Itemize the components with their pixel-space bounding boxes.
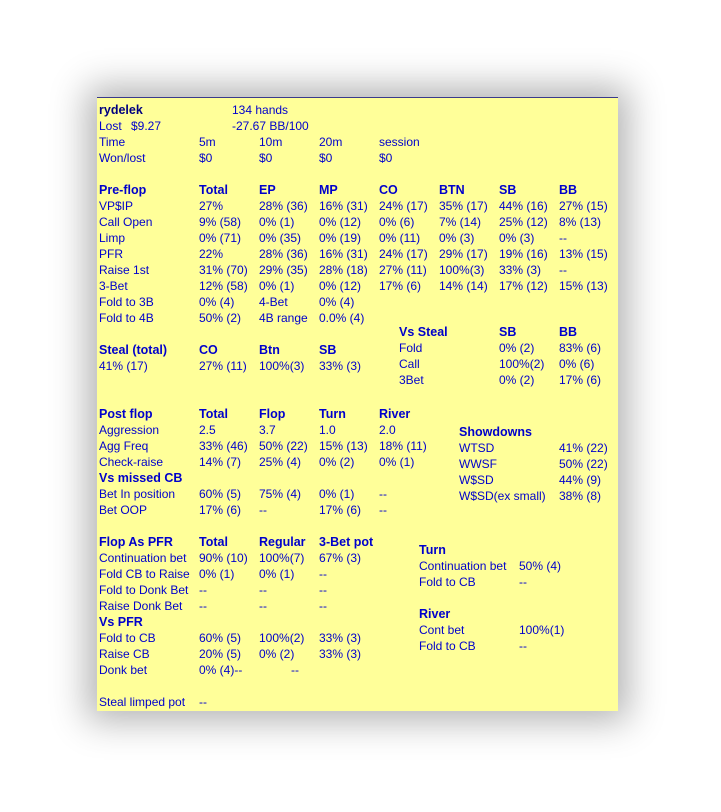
steal-col-header: CO	[199, 343, 218, 357]
stat-value: 27%	[199, 199, 224, 213]
stat-value: 0% (3)	[499, 231, 535, 245]
stat-value: 33% (46)	[199, 439, 248, 453]
stat-value: 0.0% (4)	[319, 311, 365, 325]
stat-value: 19% (16)	[499, 247, 548, 261]
stat-value: 0% (12)	[319, 279, 362, 293]
wonlost-value: $0	[259, 151, 273, 165]
time-label: Time	[99, 135, 126, 149]
steal-col-header: SB	[319, 343, 337, 357]
stat-value: 33% (3)	[319, 631, 362, 645]
stat-label: Call	[399, 357, 420, 371]
stat-value: 25% (12)	[499, 215, 548, 229]
hands-count: 134 hands	[232, 103, 289, 117]
stat-label: 3Bet	[399, 373, 424, 387]
stat-value: 0% (1)	[319, 487, 355, 501]
stat-value: 13% (15)	[559, 247, 608, 261]
stat-label: W$SD	[459, 473, 494, 487]
wonlost-value: $0	[199, 151, 213, 165]
stat-value: 15% (13)	[319, 439, 368, 453]
stat-value: 75% (4)	[259, 487, 302, 501]
preflop-col-header: MP	[319, 183, 338, 197]
stat-value: --	[559, 231, 567, 245]
stat-value: 29% (17)	[439, 247, 488, 261]
time-col: 20m	[319, 135, 343, 149]
postflop-col-header: River	[379, 407, 411, 421]
stat-value: 100%(3)	[439, 263, 485, 277]
river-heading: River	[419, 607, 451, 621]
stat-label: Bet OOP	[99, 503, 148, 517]
lost-label: Lost	[99, 119, 122, 133]
stat-value: 2.5	[199, 423, 216, 437]
stat-value: 0% (12)	[319, 215, 362, 229]
stat-value: 0% (1)	[199, 567, 235, 581]
time-col: session	[379, 135, 420, 149]
stat-label: 4-Bet	[259, 295, 288, 309]
stat-value: 16% (31)	[319, 247, 368, 261]
stat-value: 41% (17)	[99, 359, 148, 373]
time-col: 10m	[259, 135, 283, 149]
stat-value: 83% (6)	[559, 341, 602, 355]
preflop-col-header: CO	[379, 183, 398, 197]
stat-value: 24% (17)	[379, 199, 428, 213]
stat-label: Fold to 3B	[99, 295, 154, 309]
stat-value: 24% (17)	[379, 247, 428, 261]
stat-value: 16% (31)	[319, 199, 368, 213]
stat-value: 0% (3)	[439, 231, 475, 245]
stat-value: 17% (6)	[559, 373, 602, 387]
stat-value: --	[379, 503, 387, 517]
vs-steal-col-header: BB	[559, 325, 578, 339]
stat-label: Agg Freq	[99, 439, 149, 453]
stat-value: 17% (6)	[379, 279, 422, 293]
stat-label: WWSF	[459, 457, 497, 471]
stat-label: Fold to 4B	[99, 311, 154, 325]
stat-label: Check-raise	[99, 455, 164, 469]
stat-value: 17% (6)	[199, 503, 242, 517]
hud-stats-panel	[97, 97, 618, 711]
stat-value: --	[519, 639, 527, 653]
stat-value: 18% (11)	[379, 439, 427, 453]
stat-value: 50% (22)	[259, 439, 308, 453]
flop-pfr-col-header: Total	[199, 535, 228, 549]
stat-value: 14% (7)	[199, 455, 242, 469]
stat-value: 0% (71)	[199, 231, 242, 245]
stat-value: 100%(3)	[259, 359, 305, 373]
stat-value: 0% (2)	[259, 647, 295, 661]
stat-value: 50% (22)	[559, 457, 608, 471]
stat-value: 25% (4)	[259, 455, 302, 469]
vs-missed-cb-heading: Vs missed CB	[99, 471, 183, 485]
stat-label: Call Open	[99, 215, 153, 229]
stat-value: 33% (3)	[319, 647, 362, 661]
stat-value: --	[519, 575, 527, 589]
stat-label: Aggression	[99, 423, 160, 437]
stat-value: 28% (36)	[259, 247, 308, 261]
stat-value: 0% (1)	[379, 455, 415, 469]
stat-value: 41% (22)	[559, 441, 608, 455]
stat-value: 0% (11)	[379, 231, 421, 245]
time-col: 5m	[199, 135, 216, 149]
stat-label: Fold to CB	[419, 575, 476, 589]
stat-label: Raise CB	[99, 647, 150, 661]
stat-value: 44% (9)	[559, 473, 602, 487]
preflop-col-header: BTN	[439, 183, 465, 197]
stat-label: WTSD	[459, 441, 495, 455]
preflop-col-header: Total	[199, 183, 228, 197]
flop-pfr-heading: Flop As PFR	[99, 535, 173, 549]
steal-heading: Steal (total)	[99, 343, 168, 357]
stat-label: Fold to Donk Bet	[99, 583, 189, 597]
stat-value: 0% (1)	[259, 215, 295, 229]
stat-value: 28% (36)	[259, 199, 308, 213]
stat-label: Continuation bet	[419, 559, 507, 573]
stat-label: Limp	[99, 231, 126, 245]
flop-pfr-col-header: 3-Bet pot	[319, 535, 374, 549]
stat-value: 67% (3)	[319, 551, 362, 565]
stat-label: W$SD(ex small)	[459, 489, 546, 503]
stat-value: 27% (11)	[379, 263, 427, 277]
stat-value: 0% (2)	[499, 341, 535, 355]
preflop-heading: Pre-flop	[99, 183, 147, 197]
stat-value: 0% (6)	[559, 357, 595, 371]
stat-value: 0% (2)	[319, 455, 355, 469]
stat-label: PFR	[99, 247, 123, 261]
preflop-col-header: SB	[499, 183, 517, 197]
stat-value: 2.0	[379, 423, 396, 437]
stat-value: 15% (13)	[559, 279, 608, 293]
stat-label: Donk bet	[99, 663, 148, 677]
showdowns-heading: Showdowns	[459, 425, 532, 439]
stat-value: 50% (2)	[199, 311, 242, 325]
stat-value: 14% (14)	[439, 279, 488, 293]
stat-value: 0% (19)	[319, 231, 362, 245]
stat-label: Cont bet	[419, 623, 465, 637]
stat-label: Fold CB to Raise	[99, 567, 190, 581]
bb-per-100: -27.67 BB/100	[232, 119, 309, 133]
postflop-col-header: Total	[199, 407, 228, 421]
stat-value: 50% (4)	[519, 559, 562, 573]
stat-label: VP$IP	[99, 199, 134, 213]
stat-value: 20% (5)	[199, 647, 242, 661]
stat-label: Bet In position	[99, 487, 176, 501]
stat-value: --	[259, 503, 267, 517]
stat-value: 12% (58)	[199, 279, 248, 293]
stat-value: --	[559, 263, 567, 277]
stat-value: 60% (5)	[199, 487, 242, 501]
wonlost-value: $0	[379, 151, 393, 165]
stat-value: 0% (4)	[319, 295, 355, 309]
stat-value: 17% (12)	[499, 279, 548, 293]
stat-value: 90% (10)	[199, 551, 248, 565]
stat-value: 29% (35)	[259, 263, 308, 277]
stat-value: 100%(2)	[259, 631, 305, 645]
stat-value: 0% (35)	[259, 231, 302, 245]
stat-value: 100%(1)	[519, 623, 565, 637]
stat-value: 35% (17)	[439, 199, 488, 213]
postflop-col-header: Flop	[259, 407, 286, 421]
stat-value: --	[319, 599, 327, 613]
stat-value: 0% (6)	[379, 215, 415, 229]
lost-amount: $9.27	[131, 119, 162, 133]
stat-label: Raise 1st	[99, 263, 150, 277]
stat-value: 7% (14)	[439, 215, 482, 229]
stat-value: 3.7	[259, 423, 276, 437]
vs-steal-heading: Vs Steal	[399, 325, 448, 339]
stat-value: 33% (3)	[319, 359, 362, 373]
flop-pfr-col-header: Regular	[259, 535, 306, 549]
stat-value: 60% (5)	[199, 631, 242, 645]
stat-value: --	[379, 487, 387, 501]
vs-pfr-heading: Vs PFR	[99, 615, 143, 629]
stat-value: 28% (18)	[319, 263, 368, 277]
preflop-col-header: BB	[559, 183, 578, 197]
stat-value: --	[319, 567, 327, 581]
stat-value: 27% (15)	[559, 199, 608, 213]
stat-label: 4B range	[259, 311, 308, 325]
stat-label: Fold	[399, 341, 423, 355]
wonlost-label: Won/lost	[99, 151, 146, 165]
stat-value: 0% (2)	[499, 373, 535, 387]
stat-label: Fold to CB	[99, 631, 156, 645]
stat-value: --	[259, 599, 267, 613]
stat-value: 38% (8)	[559, 489, 602, 503]
stat-value: 1.0	[319, 423, 336, 437]
stat-label: Continuation bet	[99, 551, 187, 565]
stat-value: --	[199, 599, 207, 613]
stat-value: 0% (4)	[199, 295, 235, 309]
stat-value: 17% (6)	[319, 503, 362, 517]
stat-value: --	[291, 663, 299, 677]
stat-label: Fold to CB	[419, 639, 476, 653]
stat-value: --	[319, 583, 327, 597]
stat-value: 8% (13)	[559, 215, 602, 229]
postflop-heading: Post flop	[99, 407, 153, 421]
stat-value: 31% (70)	[199, 263, 248, 277]
stat-value: --	[259, 583, 267, 597]
stat-value: 33% (3)	[499, 263, 542, 277]
turn-heading: Turn	[419, 543, 446, 557]
wonlost-value: $0	[319, 151, 333, 165]
stat-value: 100%(2)	[499, 357, 545, 371]
stat-label: Raise Donk Bet	[99, 599, 183, 613]
stat-value: 27% (11)	[199, 359, 247, 373]
stat-value: 0% (1)	[259, 279, 295, 293]
stat-value: 9% (58)	[199, 215, 242, 229]
player-name: rydelek	[99, 103, 143, 117]
stat-value: 22%	[199, 247, 224, 261]
preflop-col-header: EP	[259, 183, 276, 197]
stat-value: 44% (16)	[499, 199, 548, 213]
stat-label: 3-Bet	[99, 279, 128, 293]
stat-value: 0% (1)	[259, 567, 295, 581]
postflop-col-header: Turn	[319, 407, 346, 421]
stat-value: --	[199, 695, 207, 709]
stat-value: --	[199, 583, 207, 597]
stat-value: 0% (4)--	[199, 663, 243, 677]
steal-col-header: Btn	[259, 343, 280, 357]
vs-steal-col-header: SB	[499, 325, 517, 339]
stat-label: Steal limped pot	[99, 695, 186, 709]
stat-value: 100%(7)	[259, 551, 305, 565]
